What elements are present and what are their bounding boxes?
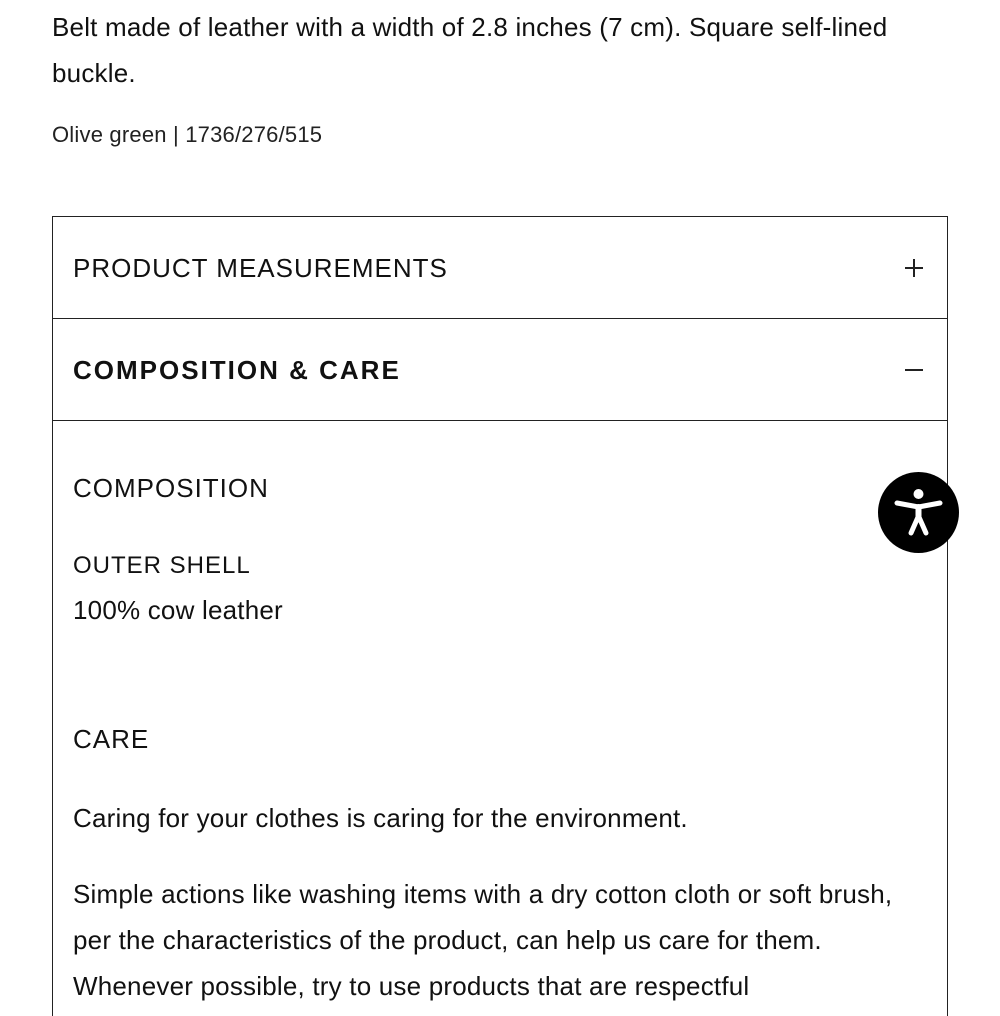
product-measurements-header[interactable] bbox=[53, 217, 947, 319]
accessibility-button[interactable] bbox=[878, 472, 959, 553]
product-measurements-title: PRODUCT MEASUREMENTS bbox=[73, 253, 448, 283]
care-intro-text: Caring for your clothes is caring for the environment. bbox=[73, 803, 688, 833]
composition-heading: COMPOSITION bbox=[73, 473, 269, 503]
outer-shell-value: 100% cow leather bbox=[73, 595, 283, 625]
care-heading: CARE bbox=[73, 724, 150, 754]
composition-care-title: COMPOSITION & CARE bbox=[73, 355, 401, 385]
product-details-accordion bbox=[52, 216, 948, 1016]
accessibility-icon bbox=[878, 472, 959, 553]
plus-icon[interactable] bbox=[903, 257, 925, 279]
product-color-reference: Olive green | 1736/276/515 bbox=[52, 122, 323, 147]
care-instructions-text: Simple actions like washing items with a dry cotton cloth or soft brush, per the characteristics of the product, can help us care for them. Whenever possible, try to use products that are respectful bbox=[73, 879, 893, 1001]
composition-care-header[interactable] bbox=[53, 319, 947, 421]
outer-shell-label: OUTER SHELL bbox=[73, 552, 251, 579]
product-description: Belt made of leather with a width of 2.8 inches (7 cm). Square self-lined buckle. bbox=[52, 12, 888, 88]
minus-icon[interactable] bbox=[903, 359, 925, 381]
